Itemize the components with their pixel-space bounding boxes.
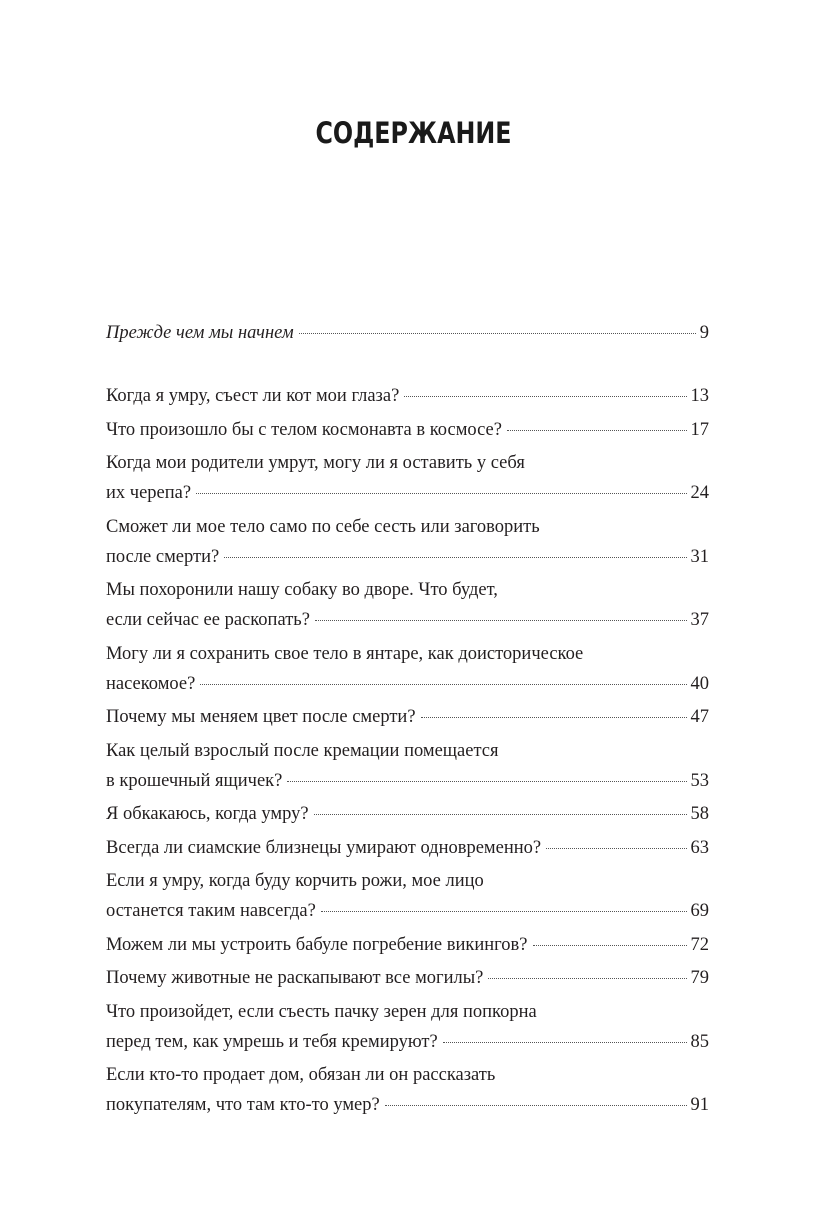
toc-entry-row (106, 605, 709, 635)
toc-page-number: 58 (690, 804, 709, 824)
toc-page-number: 85 (690, 1031, 709, 1052)
toc-entry-title-line: Можем ли мы устроить бабуле погребение викингов? (106, 934, 528, 955)
dot-leader (507, 430, 687, 431)
dot-leader (299, 333, 696, 334)
toc-entry-title-line: Я обкакаюсь, когда умру? (106, 804, 309, 824)
toc-entry-row (106, 381, 709, 411)
toc-entry-title-line: насекомое? (106, 673, 196, 694)
dot-leader (488, 978, 686, 979)
toc-page-number: 79 (690, 968, 709, 988)
toc-entry-title-line: Прежде чем мы начнем (106, 323, 294, 343)
toc-page-number: 53 (690, 770, 709, 791)
dot-leader (314, 814, 687, 815)
toc-entry-title-line: Если кто-то продает дом, обязан ли он рассказать (106, 1065, 496, 1085)
toc-page-number: 63 (690, 837, 709, 858)
toc-entry[interactable] (106, 381, 709, 411)
toc-page-number: 37 (690, 610, 709, 630)
toc-entry-row (106, 415, 709, 445)
toc-entry-row (106, 963, 709, 993)
dot-leader (421, 717, 687, 718)
toc-entry-row (106, 799, 709, 829)
toc-entry-row (106, 1090, 709, 1120)
toc-entry-row (106, 478, 709, 508)
toc-entry-row (106, 318, 709, 348)
toc-entry-row (106, 930, 709, 960)
toc-entry-title-line: Всегда ли сиамские близнецы умирают одновременно? (106, 837, 542, 858)
toc-entry-title-line: останется таким навсегда? (106, 901, 316, 921)
dot-leader (533, 945, 687, 946)
toc-page-number: 91 (690, 1095, 709, 1115)
toc-entry-row (106, 833, 709, 863)
toc-entry-title-line: Почему мы меняем цвет после смерти? (106, 707, 416, 727)
table-of-contents (106, 318, 709, 1124)
toc-entry-title-line: если сейчас ее раскопать? (106, 610, 310, 630)
toc-entry-title-line: Могу ли я сохранить свое тело в янтаре, как доисторическое (106, 643, 584, 664)
toc-entry-row (106, 766, 709, 796)
toc-page-number: 72 (690, 934, 709, 955)
toc-entry-row (106, 669, 709, 699)
toc-entry-title-line: в крошечный ящичек? (106, 770, 283, 791)
dot-leader (546, 848, 686, 849)
toc-entry[interactable] (106, 833, 709, 863)
toc-entry[interactable] (106, 930, 709, 960)
toc-entry[interactable] (106, 415, 709, 445)
toc-entry[interactable] (106, 575, 709, 635)
toc-page-number: 31 (690, 546, 709, 567)
toc-entry-title-line: после смерти? (106, 546, 220, 567)
toc-entry-row (106, 896, 709, 926)
toc-entry[interactable] (106, 963, 709, 993)
toc-entry[interactable] (106, 702, 709, 732)
toc-entry[interactable] (106, 736, 709, 796)
dot-leader (200, 684, 686, 685)
toc-entry[interactable] (106, 799, 709, 829)
toc-entry-title-line: покупателям, что там кто-то умер? (106, 1095, 380, 1115)
toc-entry-row (106, 702, 709, 732)
toc-page-number: 17 (690, 419, 709, 440)
toc-entry-title-line: Когда мои родители умрут, могу ли я оставить у себя (106, 453, 525, 473)
toc-page-number: 40 (690, 673, 709, 694)
dot-leader (287, 781, 686, 782)
dot-leader (224, 557, 686, 558)
toc-entry-title-line: Что произошло бы с телом космонавта в космосе? (106, 419, 502, 440)
toc-entry-title-line: Что произойдет, если съесть пачку зерен для попкорна (106, 1001, 537, 1022)
toc-entry[interactable] (106, 997, 709, 1057)
toc-entry[interactable] (106, 866, 709, 926)
toc-page-number: 69 (690, 901, 709, 921)
toc-page-number: 9 (699, 323, 709, 343)
toc-entry-title-line: их черепа? (106, 483, 192, 503)
toc-entry-title-line: Мы похоронили нашу собаку во дворе. Что будет, (106, 580, 498, 600)
toc-page-number: 24 (690, 483, 709, 503)
dot-leader (321, 911, 687, 912)
toc-entry-title-line: Сможет ли мое тело само по себе сесть или заговорить (106, 516, 540, 537)
toc-entry[interactable] (106, 448, 709, 508)
toc-entry-title-line: Как целый взрослый после кремации помещается (106, 740, 499, 761)
dot-leader (385, 1105, 687, 1106)
toc-entry-row (106, 542, 709, 572)
toc-page-number: 47 (690, 707, 709, 727)
toc-entry-title-line: перед тем, как умрешь и тебя кремируют? (106, 1031, 438, 1052)
page-title: СОДЕРЖАНИЕ (315, 116, 512, 150)
toc-entry[interactable] (106, 318, 709, 348)
toc-entry-title-line: Почему животные не раскапывают все могилы? (106, 968, 484, 988)
dot-leader (404, 396, 686, 397)
dot-leader (443, 1042, 687, 1043)
toc-entry[interactable] (106, 1060, 709, 1120)
toc-entry[interactable] (106, 512, 709, 572)
dot-leader (315, 620, 687, 621)
dot-leader (196, 493, 686, 494)
toc-entry-row (106, 1027, 709, 1057)
toc-entry[interactable] (106, 639, 709, 699)
toc-page-number: 13 (690, 386, 709, 406)
toc-entry-title-line: Если я умру, когда буду корчить рожи, мое лицо (106, 871, 484, 891)
toc-entry-title-line: Когда я умру, съест ли кот мои глаза? (106, 386, 400, 406)
